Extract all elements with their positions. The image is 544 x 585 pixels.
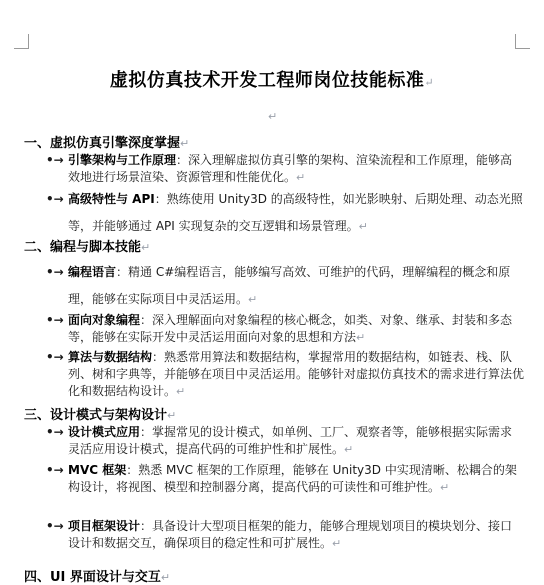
list-item: •→ 算法与数据结构：熟悉常用算法和数据结构，掌握常用的数据结构，如链表、栈、队列、树和字典等，并能够在项目中灵活运用。能够针对虚拟仿真技术的需求进行算法优化和数据结构设计。↵	[46, 350, 525, 398]
section-heading: 一、虚拟仿真引擎深度掌握↵	[24, 136, 190, 151]
bullet-icon: •→	[46, 350, 64, 364]
list-item: •→ 项目框架设计：具备设计大型项目框架的能力，能够合理规划项目的模块划分、接口设计和数据交互，确保项目的稳定性和可扩展性。↵	[46, 519, 513, 550]
bullet-icon: •→	[46, 265, 64, 279]
list-item: •→ 编程语言：精通 C#编程语言，能够编写高效、可维护的代码，理解编程的概念和原理，能够在实际项目中灵活运用。↵	[46, 259, 524, 313]
item-text: ：深入理解面向对象编程的核心概念，如类、对象、继承、封装和多态等，能够在实际开发中灵活运用面向对象的思想和方法	[68, 313, 513, 344]
blank-paragraph-mark-icon: ↵	[268, 110, 278, 123]
item-text: ：熟悉常用算法和数据结构，掌握常用的数据结构，如链表、栈、队列、树和字典等，并能够在项目中灵活运用。能够针对虚拟仿真技术的需求进行算法优化和数据结构设计。	[68, 350, 525, 398]
item-text: ：具备设计大型项目框架的能力，能够合理规划项目的模块划分、接口设计和数据交互，确保项目的稳定性和可扩展性。	[68, 519, 513, 550]
section-heading: 四、UI 界面设计与交互↵	[24, 570, 171, 585]
section-heading: 三、设计模式与架构设计↵	[24, 408, 177, 423]
item-label: MVC 框架	[68, 463, 127, 477]
paragraph-mark-icon: ↵	[424, 76, 435, 89]
list-item: •→ MVC 框架：熟悉 MVC 框架的工作原理，能够在 Unity3D 中实现清晰、松耦合的架构设计，将视图、模型和控制器分离，提高代码的可读性和可维护性。↵	[46, 463, 517, 494]
item-text: ：熟悉 MVC 框架的工作原理，能够在 Unity3D 中实现清晰、松耦合的架构设计，将视图、模型和控制器分离，提高代码的可读性和可维护性。	[68, 463, 517, 494]
list-item: •→ 高级特性与 API：熟练使用 Unity3D 的高级特性，如光影映射、后期处理、动态光照等，并能够通过 API 实现复杂的交互逻辑和场景管理。↵	[46, 186, 524, 240]
item-label: 设计模式应用	[68, 425, 141, 439]
list-item: •→ 设计模式应用：掌握常见的设计模式，如单例、工厂、观察者等，能够根据实际需求灵活应用设计模式，提高代码的可维护性和扩展性。↵	[46, 425, 513, 456]
crop-mark-top-right	[515, 34, 530, 49]
item-text: ：精通 C#编程语言，能够编写高效、可维护的代码，理解编程的概念和原理，能够在实际项目中灵活运用。	[68, 265, 511, 306]
item-text: ：深入理解虚拟仿真引擎的架构、渲染流程和工作原理，能够高效地进行场景渲染、资源管理和性能优化。	[68, 153, 513, 184]
item-label: 项目框架设计	[68, 519, 141, 533]
bullet-icon: •→	[46, 519, 64, 533]
item-label: 算法与数据结构	[68, 350, 153, 364]
bullet-icon: •→	[46, 425, 64, 439]
item-label: 引擎架构与工作原理	[68, 153, 177, 167]
list-item: •→ 面向对象编程：深入理解面向对象编程的核心概念，如类、对象、继承、封装和多态等，能够在实际开发中灵活运用面向对象的思想和方法↵	[46, 313, 513, 344]
bullet-icon: •→	[46, 313, 64, 327]
bullet-icon: •→	[46, 192, 64, 206]
item-label: 编程语言	[68, 265, 117, 279]
list-item: •→ 引擎架构与工作原理：深入理解虚拟仿真引擎的架构、渲染流程和工作原理，能够高效地进行场景渲染、资源管理和性能优化。↵	[46, 153, 513, 184]
item-label: 面向对象编程	[68, 313, 141, 327]
section-heading: 二、编程与脚本技能↵	[24, 240, 151, 255]
item-text: ：熟练使用 Unity3D 的高级特性，如光影映射、后期处理、动态光照等，并能够通过 API 实现复杂的交互逻辑和场景管理。	[68, 192, 523, 233]
item-label: 高级特性与 API	[68, 192, 155, 206]
bullet-icon: •→	[46, 463, 64, 477]
bullet-icon: •→	[46, 153, 64, 167]
item-text: ：掌握常见的设计模式，如单例、工厂、观察者等，能够根据实际需求灵活应用设计模式，提高代码的可维护性和扩展性。	[68, 425, 513, 456]
document-title: 虚拟仿真技术开发工程师岗位技能标准↵	[109, 70, 435, 91]
crop-mark-top-left	[14, 34, 29, 49]
